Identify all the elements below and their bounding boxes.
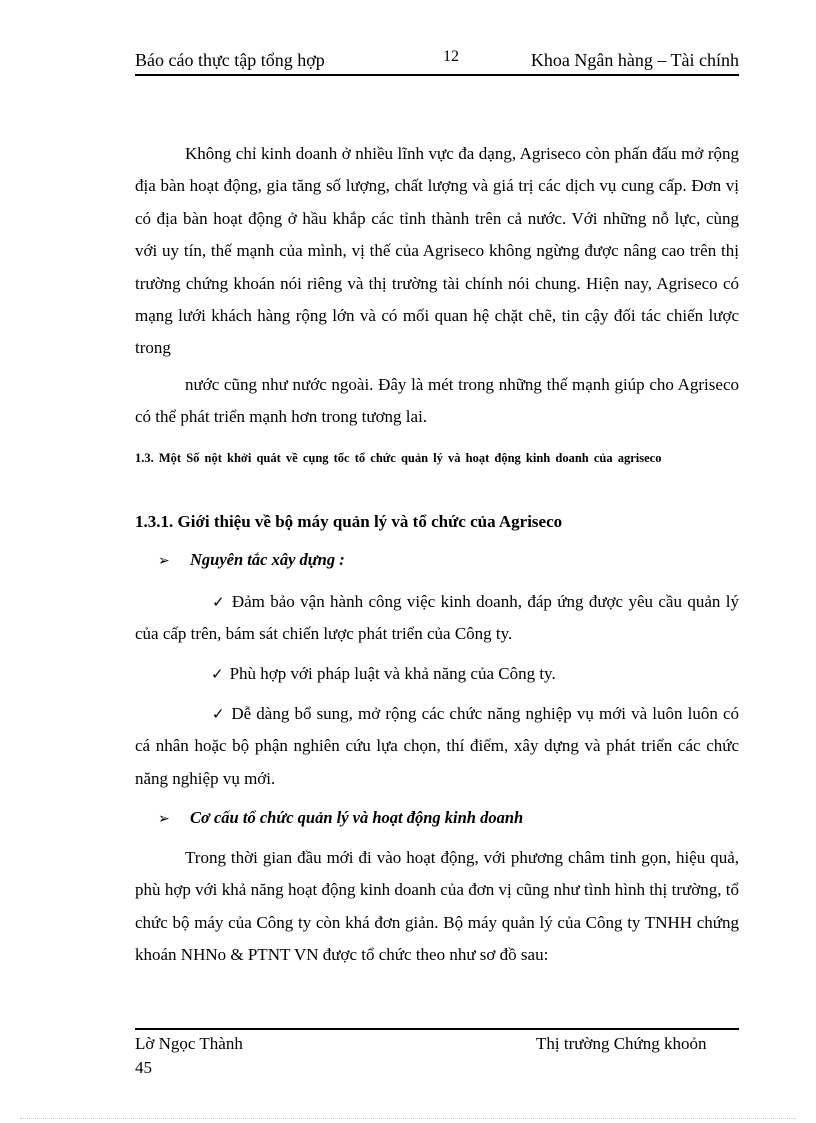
check-item-operations [135, 586, 739, 651]
arrow-bullet-icon: ➢ [158, 811, 170, 827]
check-item-expansion [135, 698, 739, 795]
bullet-heading-principles-label: Nguyên tắc xây dựng : [190, 550, 345, 569]
check-item-law-text: Phù hợp với pháp luật và khả năng của Công ty. [229, 664, 556, 683]
header-faculty: Khoa Ngân hàng – Tài chính [530, 50, 739, 70]
footer-class-number: 45 [135, 1058, 152, 1077]
bullet-heading-principles [158, 550, 345, 570]
paragraph-agriseco-expansion: Không chỉ kinh doanh ở nhiều lĩnh vực đa dạng, Agriseco còn phấn đấu mở rộng địa bàn hoạt động, gia tăng số lượng, chất lượng và giá trị các dịch vụ cung cấp. Đơn vị có địa bàn hoạt động ở hầu khắp các tỉnh thành trên cả nước. Với những nỗ lực, cùng với uy tín, thế mạnh của mình, vị thế của Agriseco không ngừng được nâng cao trên thị trường chứng khoán nói riêng và thị trường tài chính nói chung. Hiện nay, Agriseco có mạng lưới khách hàng rộng lớn và có mối quan hệ chặt chẽ, tin cậy đối tác chiến lược trong [135, 144, 739, 358]
paragraph-agriseco-strength: nước cũng như nước ngoài. Đây là mét trong những thế mạnh giúp cho Agriseco có thể phát triển mạnh hơn trong tương lai. [135, 375, 739, 427]
page-bottom-divider [20, 1118, 796, 1119]
footer-department: Thị trường Chứng khoỏn [536, 1034, 707, 1053]
subsection-heading: 1.3.1. Giới thiệu về bộ máy quản lý và tổ chức của Agriseco [135, 512, 563, 531]
header-report-title: Báo cáo thực tập tổng hợp [135, 50, 325, 70]
footer-author: Lờ Ngọc Thành [135, 1034, 243, 1053]
page-header [135, 48, 739, 76]
checkmark-icon: ✓ [211, 593, 226, 611]
check-item-operations-text: Đảm bảo vận hành công việc kinh doanh, đáp ứng được yêu cầu quản lý của cấp trên, bám sát chiến lược phát triển của Công ty. [135, 592, 739, 644]
header-page-number: 12 [443, 48, 459, 65]
page-footer [135, 1028, 739, 1080]
bullet-heading-structure [158, 808, 523, 828]
section-heading: 1.3. Một Số nột khởi quát về cụng tốc tổ chức quản lý và hoạt động kinh doanh của agriseco [135, 451, 662, 465]
paragraph-organization: Trong thời gian đầu mới đi vào hoạt động, với phương châm tinh gọn, hiệu quả, phù hợp với khả năng hoạt động kinh doanh của đơn vị cũng như tình hình thị trường, tổ chức bộ máy của Công ty còn khá đơn giản. Bộ máy quản lý của Công ty TNHH chứng khoán NHNo & PTNT VN được tổ chức theo như sơ đồ sau: [135, 848, 739, 965]
bullet-heading-structure-label: Cơ cấu tổ chức quản lý và hoạt động kinh doanh [190, 808, 524, 827]
arrow-bullet-icon: ➢ [158, 553, 170, 569]
checkmark-icon: ✓ [211, 705, 226, 723]
check-item-expansion-text: Dễ dàng bổ sung, mở rộng các chức năng nghiệp vụ mới và luôn luôn có cá nhân hoặc bộ phận nghiên cứu lựa chọn, thí điểm, xây dựng và phát triển các chức năng nghiệp vụ mới. [135, 704, 739, 788]
check-item-law [135, 658, 739, 690]
checkmark-icon: ✓ [211, 665, 224, 683]
